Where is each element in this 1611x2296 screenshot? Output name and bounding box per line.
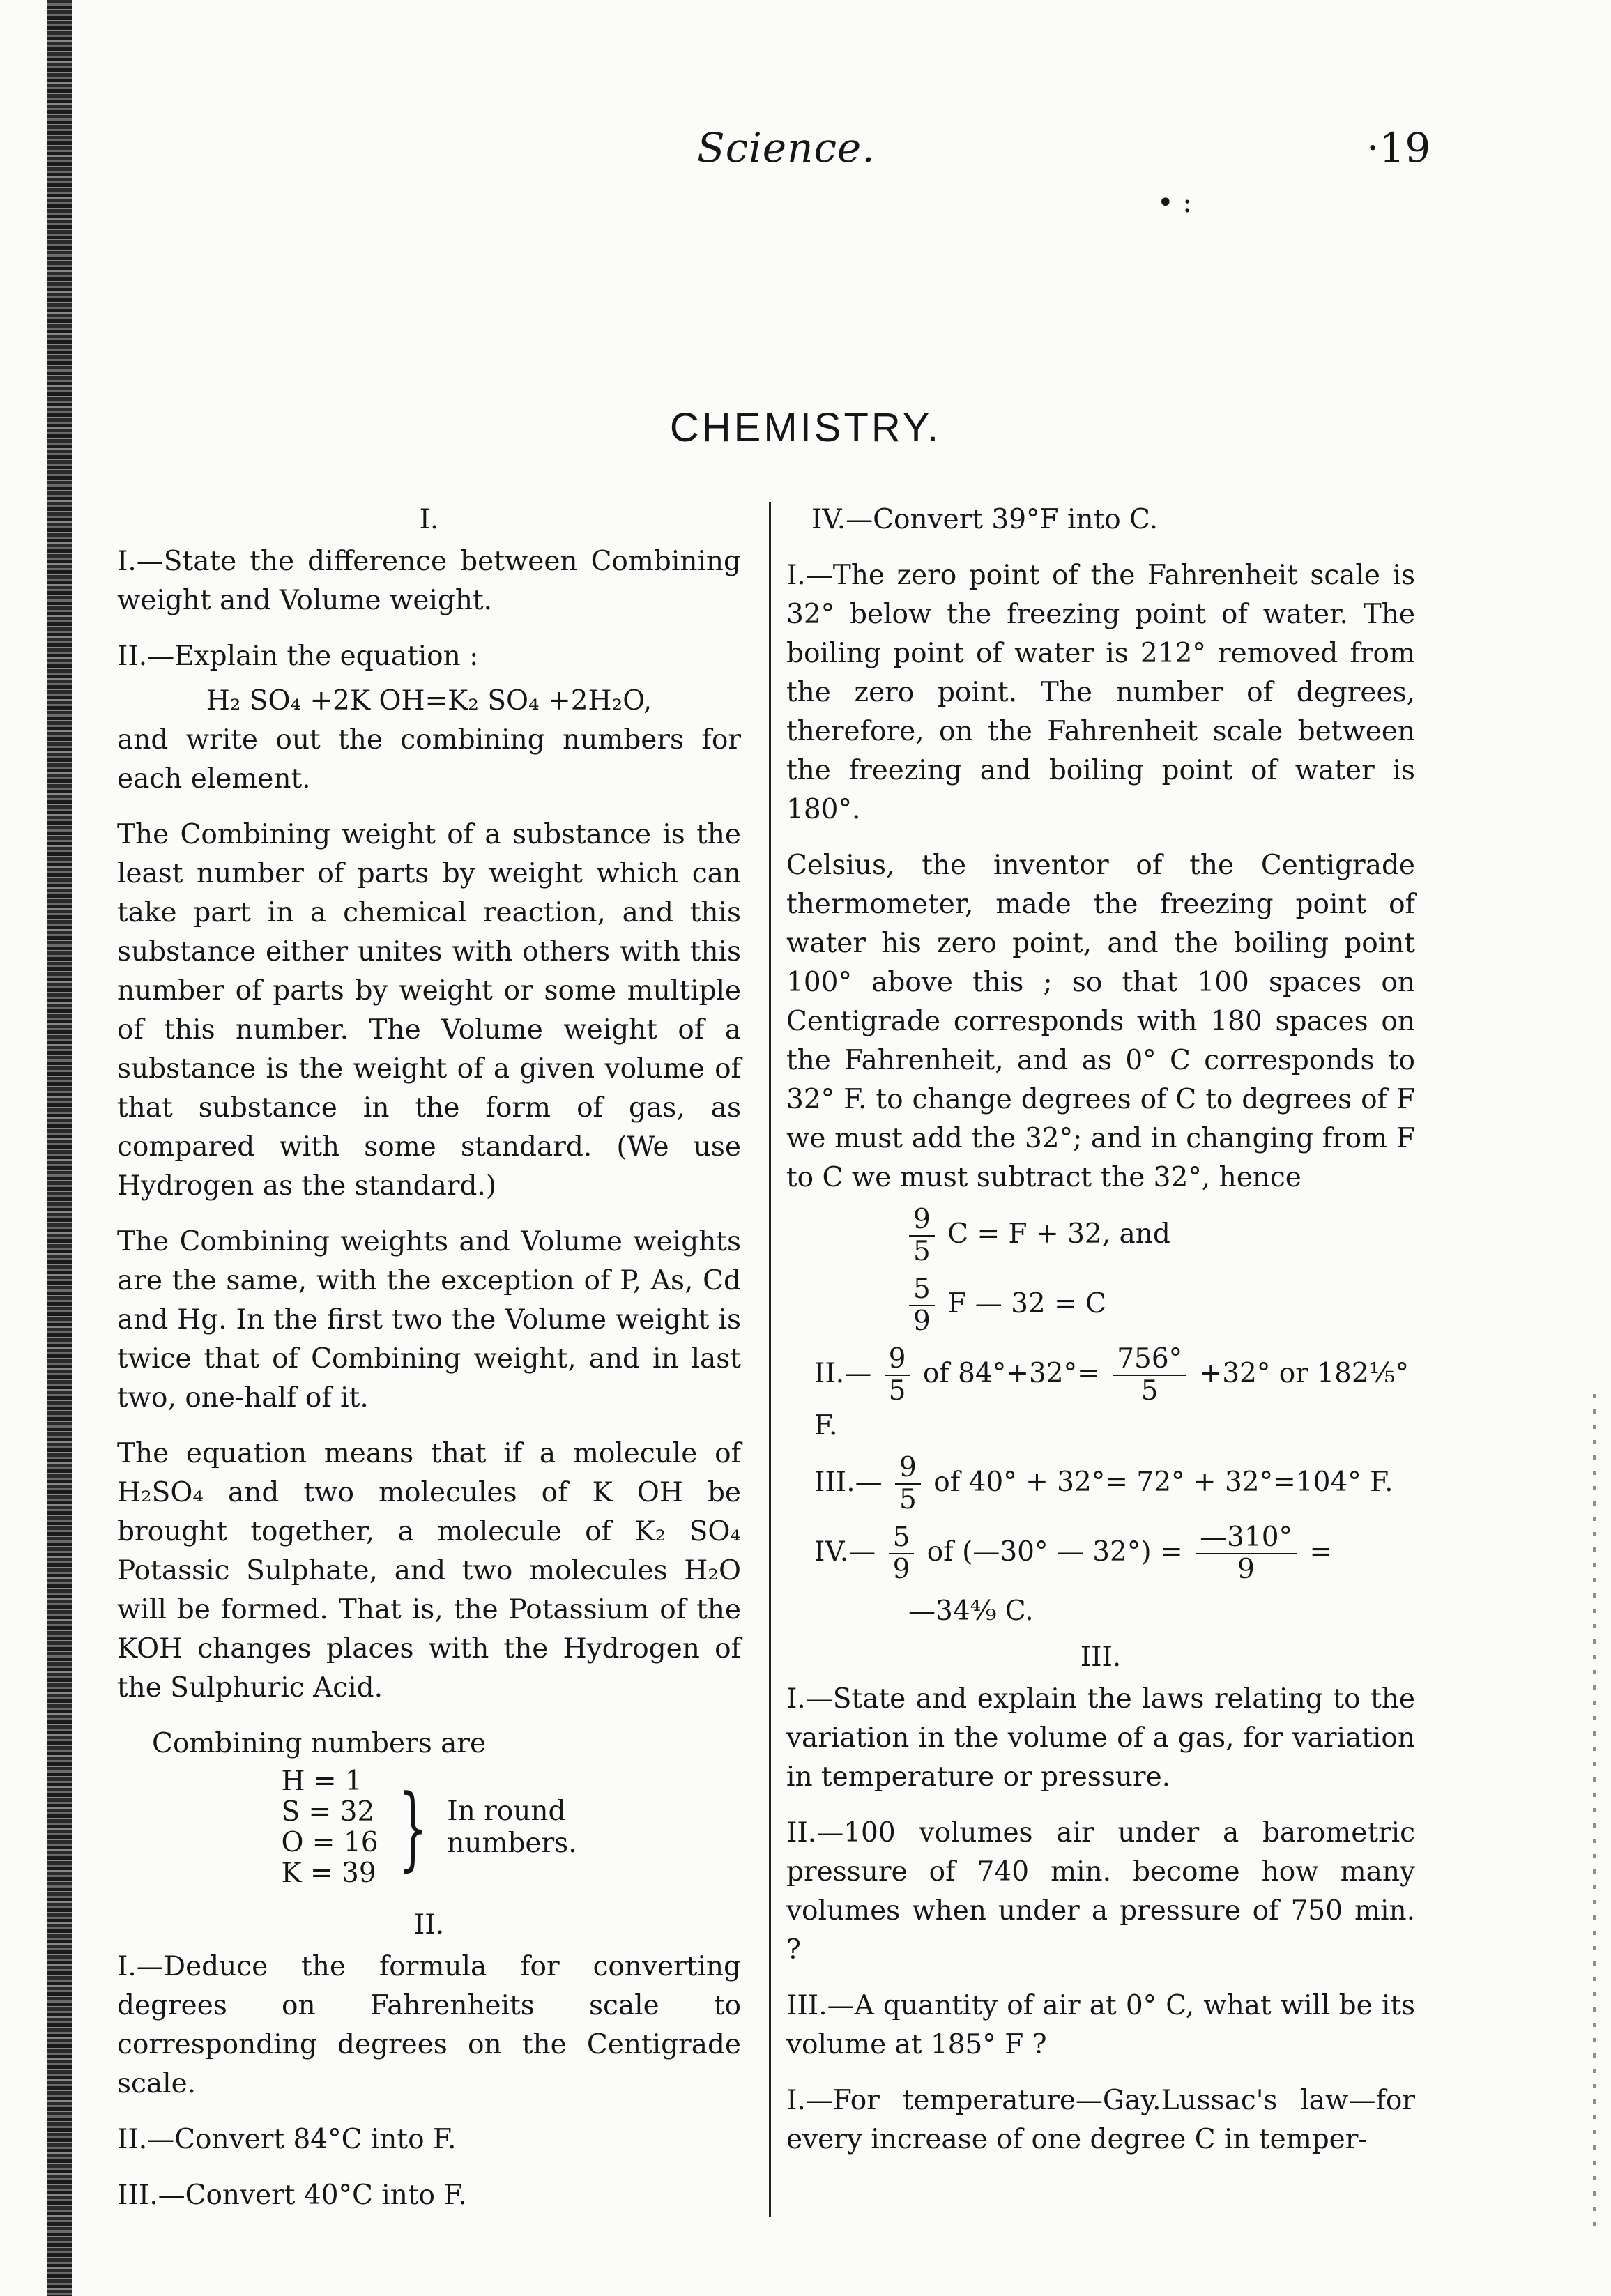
answer-i-celsius: Celsius, the inventor of the Centigrade thermometer, made the freezing point of water his zero point, and the boiling point 100° above this ; so that 100 spaces on Centigrade corresponds with 180 spaces on the Fahrenheit, and as 0° C corresponds to 32° F. to change degrees of C to degrees of F we must add the 32°; and in changing from F to C we must subtract the 32°, hence [786, 850, 1415, 1193]
answer-iv: IV.— $\frac{5}{9}$ of (—30° — 32°) = $\frac{—310^\circ}{9}$ = [814, 1522, 1333, 1585]
note-line-2: numbers. [447, 1828, 577, 1859]
combining-numbers-intro: Combining numbers are [152, 1728, 487, 1759]
question-i: I.—State the difference between Combining weight and Volume weight. [117, 546, 741, 616]
section-iii-question-iii: III.—A quantity of air at 0° C, what will be its volume at 185° F ? [786, 1990, 1415, 2060]
fraction: $\frac{5}{9}$ [889, 1522, 915, 1585]
fraction: $\frac{5}{9}$ [909, 1274, 935, 1337]
section-iii-answer-i: I.—For temperature—Gay.Lussac's law—for every increase of one degree C in temper- [786, 2085, 1415, 2155]
fraction: $\frac{756^\circ}{5}$ [1113, 1344, 1186, 1407]
combining-numbers-block [117, 1766, 741, 1889]
section-ii-question-iii: III.—Convert 40°C into F. [117, 2180, 467, 2211]
combining-numbers-list [281, 1766, 378, 1889]
fraction: $\frac{9}{5}$ [885, 1344, 910, 1407]
section-i-heading: I. [419, 504, 439, 535]
right-column [786, 500, 1415, 2176]
answer-ii: II.— $\frac{9}{5}$ of 84°+32°= $\frac{756^\circ}{5}$ +32° or 182⅕° F. [814, 1343, 1410, 1441]
fraction: $\frac{9}{5}$ [909, 1204, 935, 1267]
fraction: $\frac{—310^\circ}{9}$ [1196, 1522, 1297, 1585]
equation: H₂ SO₄ +2K OH=K₂ SO₄ +2H₂O, [206, 685, 652, 717]
running-head [0, 124, 1611, 219]
combining-number-s: S = 32 [281, 1796, 375, 1828]
answer-i: I.—The zero point of the Fahrenheit scale is 32° below the freezing point of water. The boiling point of water is 212° removed from the zero point. The number of degrees, therefore, on the Fahrenheit scale between the freezing and boiling point of water is 180°. [786, 560, 1415, 825]
formula-f-to-c: $\frac{5}{9}$ F — 32 = C [786, 1274, 1415, 1337]
left-column [117, 500, 741, 2232]
section-iii-heading: III. [1080, 1641, 1122, 1673]
fraction: $\frac{9}{5}$ [895, 1453, 921, 1515]
section-ii-heading: II. [413, 1909, 445, 1941]
formula-c-to-f: $\frac{9}{5}$ C = F + 32, and [786, 1204, 1415, 1267]
paragraph-combining-weight: The Combining weight of a substance is the least number of parts by weight which can take part in a chemical reaction, and this substance either unites with others with this number of parts by weight or some multiple of this number. The Volume weight of a substance is the weight of a given volume of that substance in the form of gas, as compared with some standard. (We use Hydrogen as the standard.) [117, 819, 741, 1202]
section-ii-question-ii: II.—Convert 84°C into F. [117, 2124, 457, 2155]
paragraph-exceptions: The Combining weights and Volume weights are the same, with the exception of P, As, Cd and Hg. In the first two the Volume weight is twice that of Combining weight, and in last two, one-half of it. [117, 1226, 741, 1414]
note-line-1: In round [447, 1796, 566, 1827]
question-iv: IV.—Convert 39°F into C. [811, 504, 1158, 535]
answer-iv-result: —34⁴⁄₉ C. [908, 1595, 1034, 1627]
page-number: ·19 [1366, 124, 1431, 171]
answer-iii: III.— $\frac{9}{5}$ of 40° + 32°= 72° + 32°=104° F. [814, 1452, 1394, 1515]
combining-number-o: O = 16 [281, 1827, 379, 1858]
section-title: CHEMISTRY. [669, 405, 942, 450]
column-divider [769, 502, 771, 2217]
scanned-edge-marks [1593, 1394, 1596, 2230]
combining-number-k: K = 39 [281, 1858, 376, 1889]
scanned-edge-strip [47, 0, 72, 2296]
stray-marks: • : [1157, 187, 1192, 219]
running-title: Science. [697, 124, 876, 171]
combining-number-h: H = 1 [281, 1766, 362, 1797]
section-iii-question-ii: II.—100 volumes air under a barometric pressure of 740 min. become how many volumes when under a pressure of 750 min. ? [786, 1817, 1415, 1966]
question-ii: II.—Explain the equation : [117, 641, 479, 672]
combining-numbers-note [447, 1796, 577, 1860]
brace-icon: } [398, 1775, 427, 1881]
question-ii-continued: and write out the combining numbers for each element. [117, 724, 741, 795]
section-iii-question-i: I.—State and explain the laws relating to the variation in the volume of a gas, for variation in temperature or pressure. [786, 1683, 1415, 1793]
paragraph-equation-meaning: The equation means that if a molecule of H₂SO₄ and two molecules of K OH be brought together, a molecule of K₂ SO₄ Potassic Sulphate, and two molecules H₂O will be formed. That is, the Potassium of the KOH changes places with the Hydrogen of the Sulphuric Acid. [117, 1438, 741, 1704]
section-ii-question-i: I.—Deduce the formula for converting degrees on Fahrenheits scale to corresponding degrees on the Centigrade scale. [117, 1951, 741, 2099]
